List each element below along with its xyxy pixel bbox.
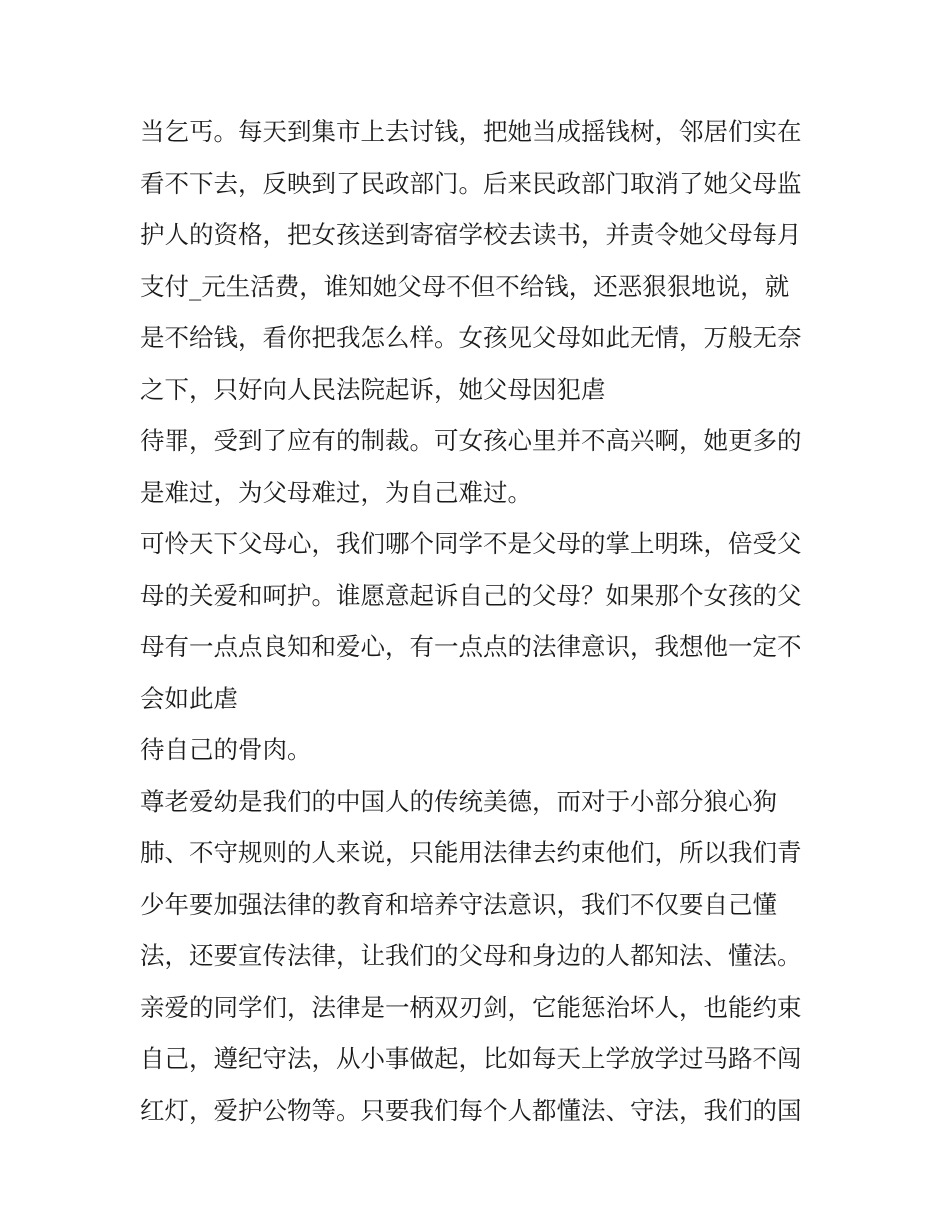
text-line: 尊老爱幼是我们的中国人的传统美德，而对于小部分狼心狗 <box>140 786 777 816</box>
text-line: 当乞丐。每天到集市上去讨钱，把她当成摇钱树，邻居们实在 <box>140 117 802 146</box>
text-line: 亲爱的同学们，法律是一柄双刃剑，它能惩治坏人，也能约束 <box>140 992 802 1022</box>
text-line: 看不下去，反映到了民政部门。后来民政部门取消了她父母监 <box>140 168 802 198</box>
text-line: 待罪，受到了应有的制裁。可女孩心里并不高兴啊，她更多的 <box>140 426 802 455</box>
text-line: 可怜天下父母心，我们哪个同学不是父母的掌上明珠，倍受父 <box>140 529 802 558</box>
text-line: 之下，只好向人民法院起诉，她父母因犯虐 <box>140 374 606 404</box>
document-body <box>140 106 820 1136</box>
text-line: 红灯，爱护公物等。只要我们每个人都懂法、守法，我们的国 <box>140 1095 802 1125</box>
text-line: 少年要加强法律的教育和培养守法意识，我们不仅要自己懂 <box>140 889 777 919</box>
text-line: 会如此虐 <box>140 683 238 713</box>
text-line: 是不给钱，看你把我怎么样。女孩见父母如此无情，万般无奈 <box>140 323 802 352</box>
text-line: 法，还要宣传法律，让我们的父母和身边的人都知法、懂法。 <box>140 941 802 970</box>
text-line: 肺、不守规则的人来说，只能用法律去约束他们，所以我们青 <box>140 838 802 867</box>
text-line: 母的关爱和呵护。谁愿意起诉自己的父母？如果那个女孩的父 <box>140 580 802 610</box>
text-line: 护人的资格，把女孩送到寄宿学校去读书，并责令她父母每月 <box>140 220 802 249</box>
text-line: 是难过，为父母难过，为自己难过。 <box>140 477 532 507</box>
text-line: 母有一点点良知和爱心，有一点点的法律意识，我想他一定不 <box>140 632 802 661</box>
text-line: 待自己的骨肉。 <box>140 735 312 764</box>
text-line: 支付_元生活费，谁知她父母不但不给钱，还恶狠狠地说，就 <box>140 271 790 301</box>
text-line: 自己，遵纪守法，从小事做起，比如每天上学放学过马路不闯 <box>140 1044 802 1073</box>
